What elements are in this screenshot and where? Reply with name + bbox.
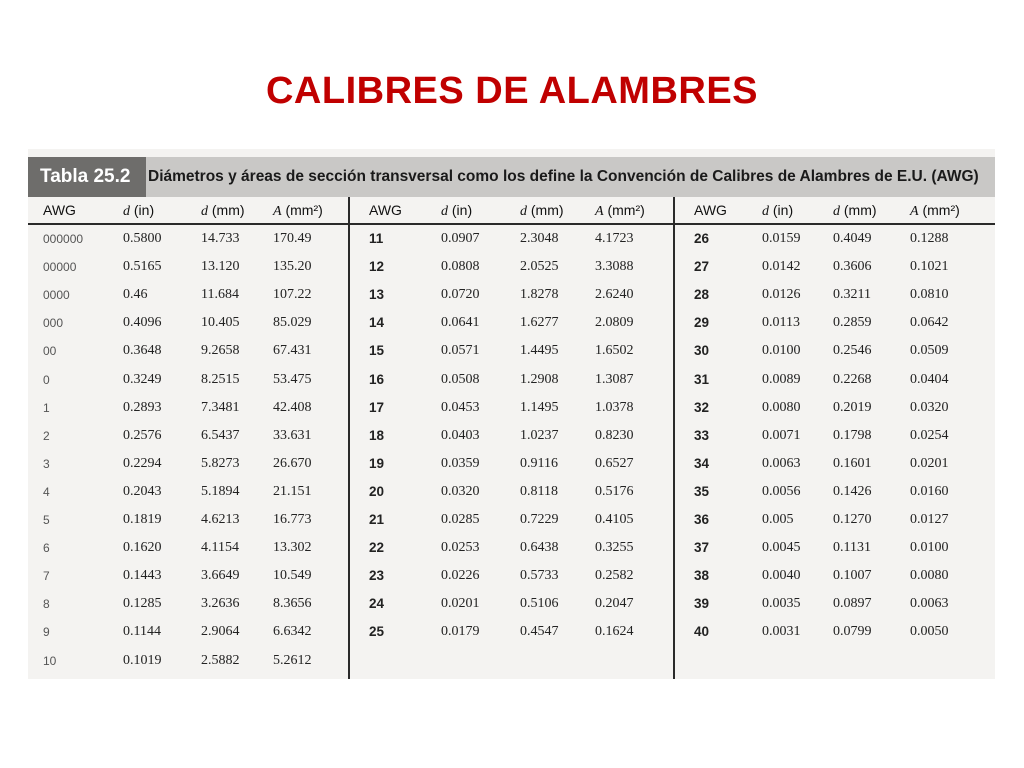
area-mm2-cell: 2.0809: [595, 315, 634, 331]
diameter-in-cell: 0.0403: [441, 427, 480, 443]
area-mm2-cell: 0.0810: [910, 287, 949, 303]
area-mm2-cell: 0.0320: [910, 399, 949, 415]
diameter-in-cell: 0.0071: [762, 427, 801, 443]
slide-title: CALIBRES DE ALAMBRES: [265, 70, 759, 112]
awg-gauge-cell: 7: [43, 569, 50, 584]
diameter-mm-cell: 1.1495: [520, 399, 559, 415]
area-mm2-cell: 42.408: [273, 399, 312, 415]
diameter-in-cell: 0.5800: [123, 231, 162, 246]
diameter-in-cell: 0.0285: [441, 512, 480, 527]
diameter-mm-cell: 11.684: [201, 287, 239, 303]
column-header-area: A (mm²): [910, 202, 960, 219]
awg-gauge-cell: 33: [694, 427, 710, 443]
diameter-mm-cell: 1.2908: [520, 371, 559, 387]
awg-gauge-cell: 00: [43, 344, 57, 359]
diameter-mm-cell: 2.9064: [201, 624, 240, 640]
awg-gauge-cell: 000: [43, 316, 64, 331]
diameter-in-cell: 0.0089: [762, 371, 801, 387]
area-mm2-cell: 0.8230: [595, 427, 634, 443]
diameter-mm-cell: 2.0525: [520, 259, 559, 275]
awg-gauge-cell: 29: [694, 315, 710, 331]
awg-gauge-cell: 28: [694, 287, 710, 303]
area-mm2-cell: 21.151: [273, 483, 312, 499]
diameter-mm-cell: 7.3481: [201, 399, 240, 415]
awg-gauge-cell: 00000: [43, 260, 77, 275]
diameter-mm-cell: 1.4495: [520, 343, 559, 359]
area-mm2-cell: 8.3656: [273, 596, 312, 612]
diameter-in-cell: 0.0720: [441, 287, 480, 303]
diameter-in-cell: 0.0100: [762, 343, 801, 359]
diameter-mm-cell: 0.1798: [833, 427, 872, 443]
diameter-in-cell: 0.1144: [123, 624, 161, 640]
table-caption-bar: [28, 157, 995, 197]
diameter-in-cell: 0.0641: [441, 315, 480, 331]
diameter-mm-cell: 8.2515: [201, 371, 240, 387]
diameter-in-cell: 0.0808: [441, 259, 480, 275]
diameter-in-cell: 0.0126: [762, 287, 801, 303]
diameter-mm-cell: 1.6277: [520, 315, 559, 331]
awg-gauge-cell: 11: [369, 231, 384, 246]
area-mm2-cell: 10.549: [273, 568, 312, 584]
diameter-in-cell: 0.3648: [123, 343, 162, 359]
diameter-mm-cell: 1.0237: [520, 427, 559, 443]
diameter-in-cell: 0.2576: [123, 427, 162, 443]
diameter-in-cell: 0.1443: [123, 568, 162, 584]
diameter-in-cell: 0.005: [762, 512, 794, 527]
column-header-area: A (mm²): [273, 202, 323, 219]
wire-gauge-table: [28, 149, 995, 679]
diameter-mm-cell: 0.6438: [520, 540, 559, 556]
area-mm2-cell: 5.2612: [273, 652, 312, 668]
area-mm2-cell: 0.0063: [910, 596, 949, 612]
awg-gauge-cell: 13: [369, 287, 385, 303]
diameter-in-cell: 0.0508: [441, 371, 480, 387]
diameter-mm-cell: 5.1894: [201, 483, 240, 499]
awg-gauge-cell: 40: [694, 624, 710, 640]
awg-gauge-cell: 8: [43, 597, 50, 612]
awg-gauge-cell: 34: [694, 455, 710, 471]
column-header-awg: AWG: [694, 202, 727, 218]
column-header-d-mm: d (mm): [833, 202, 877, 219]
diameter-in-cell: 0.0040: [762, 568, 801, 584]
diameter-in-cell: 0.0320: [441, 483, 480, 499]
area-mm2-cell: 0.0404: [910, 371, 949, 387]
diameter-in-cell: 0.0201: [441, 596, 480, 612]
awg-gauge-cell: 25: [369, 624, 385, 640]
table-number-label: Tabla 25.2: [28, 157, 146, 197]
diameter-in-cell: 0.0056: [762, 483, 801, 499]
diameter-in-cell: 0.3249: [123, 371, 162, 387]
diameter-mm-cell: 14.733: [201, 231, 240, 246]
diameter-mm-cell: 1.8278: [520, 287, 559, 303]
area-mm2-cell: 0.6527: [595, 455, 634, 471]
diameter-in-cell: 0.0907: [441, 231, 480, 246]
diameter-mm-cell: 0.5106: [520, 596, 559, 612]
area-mm2-cell: 0.3255: [595, 540, 634, 556]
diameter-in-cell: 0.4096: [123, 315, 162, 331]
column-header-d-in: d (in): [441, 202, 473, 219]
diameter-in-cell: 0.0159: [762, 231, 801, 246]
diameter-mm-cell: 0.7229: [520, 512, 559, 527]
diameter-in-cell: 0.0179: [441, 624, 480, 640]
diameter-in-cell: 0.46: [123, 287, 148, 303]
area-mm2-cell: 107.22: [273, 287, 312, 303]
area-mm2-cell: 0.0080: [910, 568, 949, 584]
diameter-in-cell: 0.0045: [762, 540, 801, 556]
diameter-mm-cell: 0.4049: [833, 231, 872, 246]
awg-gauge-cell: 9: [43, 625, 50, 640]
awg-gauge-cell: 14: [369, 315, 385, 331]
awg-gauge-cell: 10: [43, 653, 57, 668]
awg-gauge-cell: 18: [369, 427, 385, 443]
area-mm2-cell: 0.0509: [910, 343, 949, 359]
diameter-mm-cell: 4.6213: [201, 512, 240, 527]
awg-gauge-cell: 26: [694, 231, 710, 246]
diameter-mm-cell: 5.8273: [201, 455, 240, 471]
diameter-mm-cell: 0.0897: [833, 596, 872, 612]
column-header-area: A (mm²): [595, 202, 645, 219]
area-mm2-cell: 16.773: [273, 512, 312, 527]
awg-gauge-cell: 31: [694, 371, 710, 387]
diameter-mm-cell: 2.3048: [520, 231, 559, 246]
awg-gauge-cell: 0000: [43, 288, 70, 303]
awg-gauge-cell: 15: [369, 343, 385, 359]
diameter-mm-cell: 9.2658: [201, 343, 240, 359]
awg-gauge-cell: 3: [43, 456, 50, 471]
awg-gauge-cell: 35: [694, 483, 710, 499]
diameter-mm-cell: 0.1131: [833, 540, 871, 556]
diameter-mm-cell: 10.405: [201, 315, 240, 331]
awg-gauge-cell: 27: [694, 259, 710, 275]
area-mm2-cell: 0.0050: [910, 624, 949, 640]
area-mm2-cell: 3.3088: [595, 259, 634, 275]
area-mm2-cell: 0.5176: [595, 483, 634, 499]
diameter-mm-cell: 0.2546: [833, 343, 872, 359]
column-header-awg: AWG: [43, 202, 76, 218]
diameter-in-cell: 0.0031: [762, 624, 801, 640]
area-mm2-cell: 0.2582: [595, 568, 634, 584]
area-mm2-cell: 0.1021: [910, 259, 949, 275]
awg-gauge-cell: 37: [694, 540, 710, 556]
column-header-awg: AWG: [369, 202, 402, 218]
area-mm2-cell: 0.2047: [595, 596, 634, 612]
awg-gauge-cell: 23: [369, 568, 385, 584]
area-mm2-cell: 2.6240: [595, 287, 634, 303]
awg-gauge-cell: 16: [369, 371, 385, 387]
diameter-mm-cell: 13.120: [201, 259, 240, 275]
diameter-in-cell: 0.1019: [123, 652, 162, 668]
area-mm2-cell: 67.431: [273, 343, 312, 359]
area-mm2-cell: 1.6502: [595, 343, 634, 359]
awg-gauge-cell: 22: [369, 540, 385, 556]
diameter-in-cell: 0.0571: [441, 343, 480, 359]
awg-gauge-cell: 12: [369, 259, 385, 275]
awg-gauge-cell: 17: [369, 399, 385, 415]
diameter-in-cell: 0.5165: [123, 259, 162, 275]
diameter-mm-cell: 0.1601: [833, 455, 872, 471]
area-mm2-cell: 26.670: [273, 455, 312, 471]
diameter-in-cell: 0.0142: [762, 259, 801, 275]
awg-gauge-cell: 19: [369, 455, 385, 471]
awg-gauge-cell: 38: [694, 568, 710, 584]
awg-gauge-cell: 24: [369, 596, 385, 612]
area-mm2-cell: 0.0642: [910, 315, 949, 331]
area-mm2-cell: 0.1624: [595, 624, 634, 640]
column-header-d-mm: d (mm): [201, 202, 245, 219]
diameter-in-cell: 0.1819: [123, 512, 162, 527]
column-header-d-mm: d (mm): [520, 202, 564, 219]
diameter-mm-cell: 0.1270: [833, 512, 872, 527]
area-mm2-cell: 0.0127: [910, 512, 949, 527]
diameter-in-cell: 0.0253: [441, 540, 480, 556]
area-mm2-cell: 1.0378: [595, 399, 634, 415]
diameter-mm-cell: 0.4547: [520, 624, 559, 640]
awg-gauge-cell: 1: [43, 400, 50, 415]
area-mm2-cell: 0.0160: [910, 483, 949, 499]
diameter-mm-cell: 3.6649: [201, 568, 240, 584]
diameter-mm-cell: 6.5437: [201, 427, 240, 443]
diameter-in-cell: 0.0113: [762, 315, 800, 331]
column-group-divider: [673, 197, 675, 679]
area-mm2-cell: 53.475: [273, 371, 312, 387]
diameter-in-cell: 0.0359: [441, 455, 480, 471]
diameter-mm-cell: 0.1426: [833, 483, 872, 499]
diameter-in-cell: 0.2294: [123, 455, 162, 471]
diameter-mm-cell: 0.5733: [520, 568, 559, 584]
awg-gauge-cell: 0: [43, 372, 50, 387]
area-mm2-cell: 0.0100: [910, 540, 949, 556]
area-mm2-cell: 170.49: [273, 231, 312, 246]
diameter-mm-cell: 0.2268: [833, 371, 872, 387]
awg-gauge-cell: 000000: [43, 232, 84, 246]
area-mm2-cell: 0.1288: [910, 231, 949, 246]
diameter-mm-cell: 2.5882: [201, 652, 240, 668]
diameter-in-cell: 0.1620: [123, 540, 162, 556]
diameter-in-cell: 0.0226: [441, 568, 480, 584]
diameter-mm-cell: 0.2019: [833, 399, 872, 415]
diameter-in-cell: 0.1285: [123, 596, 162, 612]
column-group-divider: [348, 197, 350, 679]
area-mm2-cell: 135.20: [273, 259, 312, 275]
diameter-mm-cell: 3.2636: [201, 596, 240, 612]
area-mm2-cell: 85.029: [273, 315, 312, 331]
diameter-mm-cell: 0.2859: [833, 315, 872, 331]
awg-gauge-cell: 2: [43, 428, 50, 443]
diameter-mm-cell: 0.9116: [520, 455, 558, 471]
awg-gauge-cell: 21: [369, 512, 385, 527]
area-mm2-cell: 0.4105: [595, 512, 634, 527]
diameter-in-cell: 0.2893: [123, 399, 162, 415]
awg-gauge-cell: 4: [43, 484, 50, 499]
diameter-in-cell: 0.0080: [762, 399, 801, 415]
area-mm2-cell: 4.1723: [595, 231, 634, 246]
awg-gauge-cell: 39: [694, 596, 710, 612]
area-mm2-cell: 33.631: [273, 427, 312, 443]
diameter-mm-cell: 0.0799: [833, 624, 872, 640]
diameter-mm-cell: 4.1154: [201, 540, 239, 556]
diameter-in-cell: 0.0453: [441, 399, 480, 415]
diameter-mm-cell: 0.8118: [520, 483, 558, 499]
area-mm2-cell: 6.6342: [273, 624, 312, 640]
column-header-d-in: d (in): [123, 202, 155, 219]
awg-gauge-cell: 32: [694, 399, 710, 415]
area-mm2-cell: 0.0254: [910, 427, 949, 443]
awg-gauge-cell: 36: [694, 512, 710, 527]
awg-gauge-cell: 20: [369, 483, 385, 499]
diameter-mm-cell: 0.3606: [833, 259, 872, 275]
awg-gauge-cell: 5: [43, 513, 50, 527]
area-mm2-cell: 13.302: [273, 540, 312, 556]
diameter-in-cell: 0.0063: [762, 455, 801, 471]
header-rule: [28, 223, 995, 225]
diameter-mm-cell: 0.3211: [833, 287, 871, 303]
area-mm2-cell: 0.0201: [910, 455, 949, 471]
diameter-in-cell: 0.0035: [762, 596, 801, 612]
diameter-mm-cell: 0.1007: [833, 568, 872, 584]
diameter-in-cell: 0.2043: [123, 483, 162, 499]
column-header-d-in: d (in): [762, 202, 794, 219]
table-caption: Diámetros y áreas de sección transversal como los define la Convención de Calibres de Alambres de E.U. (AWG): [148, 168, 979, 185]
awg-gauge-cell: 6: [43, 541, 50, 556]
awg-gauge-cell: 30: [694, 343, 710, 359]
area-mm2-cell: 1.3087: [595, 371, 634, 387]
